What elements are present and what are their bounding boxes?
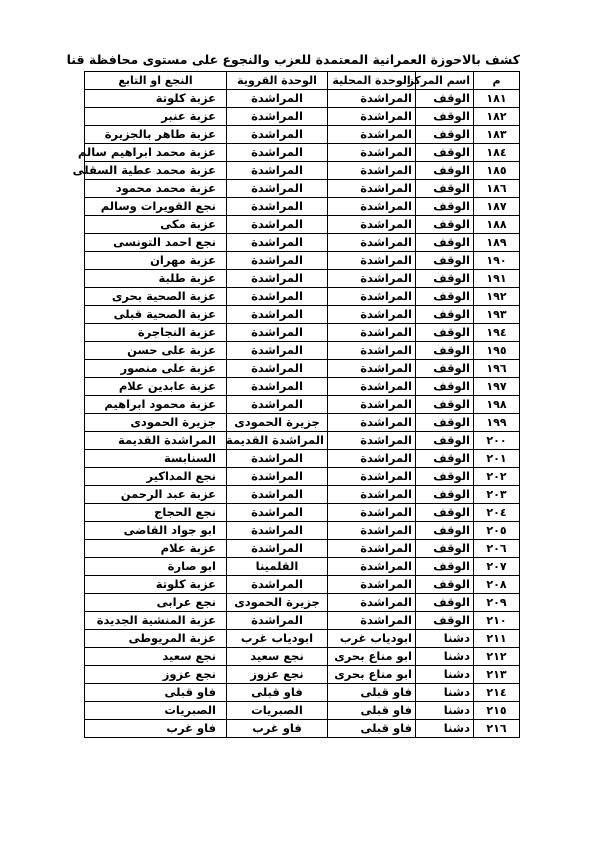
village-unit: المراشدة القديمة	[227, 432, 328, 450]
row-number: ٢١١	[474, 630, 520, 648]
hamlet-name: عزبة كلوتة	[85, 90, 227, 108]
hamlet-name: عزبة علام	[85, 540, 227, 558]
village-unit: المراشدة	[227, 576, 328, 594]
center-name: الوقف	[416, 306, 474, 324]
local-unit: المراشدة	[328, 558, 416, 576]
local-unit: المراشدة	[328, 234, 416, 252]
center-name: الوقف	[416, 360, 474, 378]
center-name: الوقف	[416, 468, 474, 486]
village-unit: المراشدة	[227, 504, 328, 522]
local-unit: المراشدة	[328, 90, 416, 108]
table-row	[85, 342, 520, 360]
hamlet-name: عزبة عابدين علام	[85, 378, 227, 396]
local-unit: المراشدة	[328, 612, 416, 630]
center-name: الوقف	[416, 378, 474, 396]
hamlet-name: عزبة الصحية بحرى	[85, 288, 227, 306]
row-number: ٢٠٧	[474, 558, 520, 576]
village-unit: القلمينا	[227, 558, 328, 576]
hamlet-name: جزيرة الحمودى	[85, 414, 227, 432]
local-unit: المراشدة	[328, 522, 416, 540]
table-body	[72, 90, 520, 738]
village-unit: فاو قبلى	[227, 684, 328, 702]
center-name: الوقف	[416, 342, 474, 360]
center-name: دشنا	[416, 702, 474, 720]
village-unit: الصبريات	[227, 702, 328, 720]
local-unit: المراشدة	[328, 162, 416, 180]
table-row	[85, 270, 520, 288]
row-number: ٢٠٦	[474, 540, 520, 558]
table-row	[85, 648, 520, 666]
local-unit: المراشدة	[328, 288, 416, 306]
header-village-unit: الوحدة القروية	[227, 72, 328, 90]
local-unit: المراشدة	[328, 216, 416, 234]
row-number: ١٩٥	[474, 342, 520, 360]
row-number: ١٨٧	[474, 198, 520, 216]
village-unit: المراشدة	[227, 342, 328, 360]
table-row	[85, 414, 520, 432]
table-row	[85, 252, 520, 270]
local-unit: المراشدة	[328, 108, 416, 126]
center-name: الوقف	[416, 288, 474, 306]
table-row	[85, 216, 520, 234]
center-name: الوقف	[416, 576, 474, 594]
village-unit: نجع عزوز	[227, 666, 328, 684]
hamlets-table	[72, 71, 520, 738]
center-name: الوقف	[416, 144, 474, 162]
row-number: ٢٠٩	[474, 594, 520, 612]
row-number: ١٩٩	[474, 414, 520, 432]
village-unit: المراشدة	[227, 522, 328, 540]
row-number: ١٨١	[474, 90, 520, 108]
hamlet-name: عزبة عبد الرحمن	[85, 486, 227, 504]
hamlet-name: نجع احمد التونسى	[85, 234, 227, 252]
row-number: ١٨٢	[474, 108, 520, 126]
local-unit: ابودياب غرب	[328, 630, 416, 648]
row-number: ٢٠٣	[474, 486, 520, 504]
center-name: الوقف	[416, 90, 474, 108]
village-unit: المراشدة	[227, 540, 328, 558]
hamlet-name: المراشدة القديمة	[85, 432, 227, 450]
row-number: ١٩٤	[474, 324, 520, 342]
header-center: اسم المركز	[416, 72, 474, 90]
local-unit: المراشدة	[328, 432, 416, 450]
village-unit: المراشدة	[227, 144, 328, 162]
table-row	[85, 378, 520, 396]
table-row	[85, 162, 520, 180]
hamlet-name: عزبة محمد عطية السقلى	[85, 162, 227, 180]
page-title: كشف بالاحوزة العمرانية المعتمدة للعزب والنجوع على مستوى محافظة قنا	[66, 52, 520, 67]
table-row	[85, 720, 520, 738]
row-number: ١٨٨	[474, 216, 520, 234]
row-number: ١٨٥	[474, 162, 520, 180]
center-name: الوقف	[416, 162, 474, 180]
village-unit: المراشدة	[227, 198, 328, 216]
hamlet-name: فاو غرب	[85, 720, 227, 738]
row-number: ١٩٢	[474, 288, 520, 306]
table-row	[85, 666, 520, 684]
local-unit: المراشدة	[328, 540, 416, 558]
table-row	[85, 432, 520, 450]
local-unit: فاو قبلى	[328, 684, 416, 702]
row-number: ١٨٣	[474, 126, 520, 144]
local-unit: فاو قبلى	[328, 720, 416, 738]
village-unit: المراشدة	[227, 612, 328, 630]
hamlet-name: عزبة مكى	[85, 216, 227, 234]
table-row	[85, 324, 520, 342]
table-row	[85, 504, 520, 522]
local-unit: المراشدة	[328, 342, 416, 360]
table-row	[85, 360, 520, 378]
table-row	[85, 180, 520, 198]
center-name: الوقف	[416, 486, 474, 504]
table-row	[85, 522, 520, 540]
table-row	[85, 594, 520, 612]
center-name: الوقف	[416, 558, 474, 576]
center-name: الوقف	[416, 126, 474, 144]
local-unit: المراشدة	[328, 270, 416, 288]
center-name: الوقف	[416, 180, 474, 198]
row-number: ١٨٩	[474, 234, 520, 252]
row-number: ٢٠٢	[474, 468, 520, 486]
header-local-unit: الوحدة المحلية	[328, 72, 416, 90]
hamlet-name: عزبة عنبر	[85, 108, 227, 126]
table-row	[85, 108, 520, 126]
table-row	[85, 612, 520, 630]
local-unit: المراشدة	[328, 486, 416, 504]
village-unit: جزيرة الحمودى	[227, 414, 328, 432]
local-unit: ابو مناع بحرى	[328, 666, 416, 684]
center-name: دشنا	[416, 720, 474, 738]
center-name: الوقف	[416, 522, 474, 540]
hamlet-name: نجع الحجاج	[85, 504, 227, 522]
center-name: دشنا	[416, 684, 474, 702]
center-name: دشنا	[416, 630, 474, 648]
row-number: ٢٠٤	[474, 504, 520, 522]
row-number: ١٨٤	[474, 144, 520, 162]
village-unit: نجع سعيد	[227, 648, 328, 666]
local-unit: فاو قبلى	[328, 702, 416, 720]
hamlet-name: نجع عزوز	[85, 666, 227, 684]
local-unit: ابو مناع بحرى	[328, 648, 416, 666]
row-number: ٢٠٠	[474, 432, 520, 450]
local-unit: المراشدة	[328, 378, 416, 396]
table-row	[85, 90, 520, 108]
row-number: ١٩٦	[474, 360, 520, 378]
hamlet-name: نجع سعيد	[85, 648, 227, 666]
table-row	[85, 288, 520, 306]
row-number: ٢١٤	[474, 684, 520, 702]
hamlet-name: عزبة كلوتة	[85, 576, 227, 594]
center-name: الوقف	[416, 270, 474, 288]
row-number: ٢٠٨	[474, 576, 520, 594]
village-unit: المراشدة	[227, 378, 328, 396]
center-name: الوقف	[416, 396, 474, 414]
row-number: ١٩٣	[474, 306, 520, 324]
local-unit: المراشدة	[328, 324, 416, 342]
header-hamlet: النجع او التابع	[85, 72, 227, 90]
table-row	[85, 198, 520, 216]
row-number: ١٩٧	[474, 378, 520, 396]
center-name: دشنا	[416, 666, 474, 684]
local-unit: المراشدة	[328, 144, 416, 162]
table-header-row	[85, 72, 520, 90]
hamlet-name: عزبة الصحية قبلى	[85, 306, 227, 324]
village-unit: المراشدة	[227, 108, 328, 126]
hamlet-name: عزبة محمد ابراهيم سالم	[85, 144, 227, 162]
table-row	[85, 630, 520, 648]
hamlet-name: ابو جواد القاضى	[85, 522, 227, 540]
row-number: ١٩٨	[474, 396, 520, 414]
local-unit: المراشدة	[328, 468, 416, 486]
local-unit: المراشدة	[328, 126, 416, 144]
hamlet-name: نجع المداكير	[85, 468, 227, 486]
village-unit: المراشدة	[227, 252, 328, 270]
local-unit: المراشدة	[328, 396, 416, 414]
row-number: ٢١٦	[474, 720, 520, 738]
table-row	[85, 468, 520, 486]
table-row	[85, 144, 520, 162]
table-row	[85, 684, 520, 702]
hamlet-name: عزبة المنشية الجديدة	[85, 612, 227, 630]
center-name: الوقف	[416, 594, 474, 612]
row-number: ٢١٥	[474, 702, 520, 720]
local-unit: المراشدة	[328, 504, 416, 522]
table-row	[85, 396, 520, 414]
hamlet-name: عزبة المريوطى	[85, 630, 227, 648]
hamlet-name: عزبة النجاجرة	[85, 324, 227, 342]
center-name: الوقف	[416, 324, 474, 342]
row-number: ١٨٦	[474, 180, 520, 198]
village-unit: المراشدة	[227, 288, 328, 306]
hamlet-name: نجع القويرات وسالم	[85, 198, 227, 216]
hamlet-name: ابو صارة	[85, 558, 227, 576]
hamlet-name: عزبة على حسن	[85, 342, 227, 360]
local-unit: المراشدة	[328, 306, 416, 324]
village-unit: جزيرة الحمودى	[227, 594, 328, 612]
hamlet-name: عزبة محمود ابراهيم	[85, 396, 227, 414]
row-number: ٢٠٥	[474, 522, 520, 540]
local-unit: المراشدة	[328, 414, 416, 432]
hamlet-name: عزبة طلبة	[85, 270, 227, 288]
local-unit: المراشدة	[328, 360, 416, 378]
hamlet-name: الصبريات	[85, 702, 227, 720]
center-name: الوقف	[416, 108, 474, 126]
center-name: الوقف	[416, 540, 474, 558]
header-number: م	[474, 72, 520, 90]
village-unit: المراشدة	[227, 180, 328, 198]
row-number: ٢١٣	[474, 666, 520, 684]
local-unit: المراشدة	[328, 252, 416, 270]
center-name: الوقف	[416, 612, 474, 630]
village-unit: المراشدة	[227, 396, 328, 414]
hamlet-name: عزبة طاهر بالجزيرة	[85, 126, 227, 144]
center-name: الوقف	[416, 198, 474, 216]
table-row	[85, 306, 520, 324]
hamlet-name: عزبة مهران	[85, 252, 227, 270]
table-row	[85, 486, 520, 504]
row-number: ٢١٠	[474, 612, 520, 630]
village-unit: المراشدة	[227, 126, 328, 144]
village-unit: المراشدة	[227, 270, 328, 288]
village-unit: فاو غرب	[227, 720, 328, 738]
table-row	[85, 702, 520, 720]
local-unit: المراشدة	[328, 198, 416, 216]
row-number: ٢٠١	[474, 450, 520, 468]
center-name: الوقف	[416, 414, 474, 432]
local-unit: المراشدة	[328, 576, 416, 594]
center-name: الوقف	[416, 252, 474, 270]
row-number: ٢١٢	[474, 648, 520, 666]
village-unit: المراشدة	[227, 306, 328, 324]
row-number: ١٩١	[474, 270, 520, 288]
hamlet-name: عزبة على منصور	[85, 360, 227, 378]
village-unit: المراشدة	[227, 468, 328, 486]
village-unit: المراشدة	[227, 162, 328, 180]
village-unit: المراشدة	[227, 234, 328, 252]
table-row	[85, 126, 520, 144]
hamlet-name: عزبة محمد محمود	[85, 180, 227, 198]
center-name: الوقف	[416, 450, 474, 468]
center-name: الوقف	[416, 216, 474, 234]
center-name: الوقف	[416, 432, 474, 450]
center-name: الوقف	[416, 234, 474, 252]
local-unit: المراشدة	[328, 180, 416, 198]
center-name: دشنا	[416, 648, 474, 666]
table-row	[85, 558, 520, 576]
village-unit: المراشدة	[227, 90, 328, 108]
local-unit: المراشدة	[328, 594, 416, 612]
village-unit: المراشدة	[227, 216, 328, 234]
table-row	[85, 234, 520, 252]
table-row	[85, 576, 520, 594]
hamlet-name: نجع عرابى	[85, 594, 227, 612]
village-unit: ابودياب غرب	[227, 630, 328, 648]
village-unit: المراشدة	[227, 450, 328, 468]
hamlet-name: السنابسة	[85, 450, 227, 468]
village-unit: المراشدة	[227, 324, 328, 342]
table-row	[85, 450, 520, 468]
local-unit: المراشدة	[328, 450, 416, 468]
row-number: ١٩٠	[474, 252, 520, 270]
village-unit: المراشدة	[227, 360, 328, 378]
village-unit: المراشدة	[227, 486, 328, 504]
hamlet-name: فاو قبلى	[85, 684, 227, 702]
center-name: الوقف	[416, 504, 474, 522]
table-row	[85, 540, 520, 558]
